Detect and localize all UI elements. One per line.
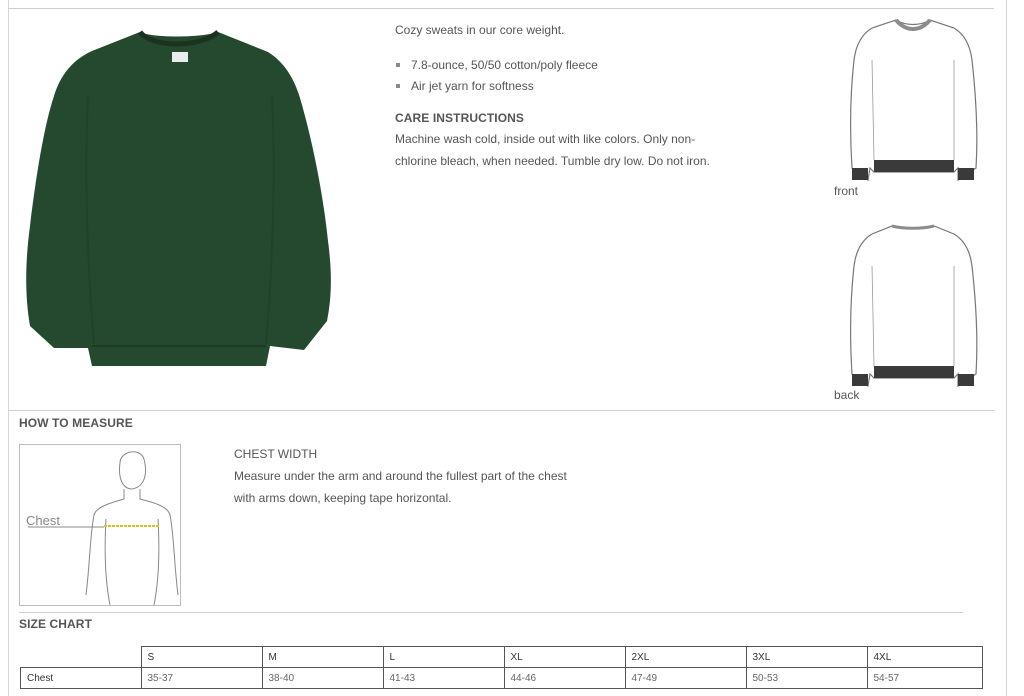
care-instructions bbox=[395, 128, 725, 172]
row-label: Chest bbox=[21, 668, 142, 689]
top-divider bbox=[8, 8, 994, 9]
chest-figure-label: Chest bbox=[26, 513, 60, 528]
size-value: 50-53 bbox=[746, 668, 867, 689]
front-caption: front bbox=[834, 184, 859, 198]
size-value: 35-37 bbox=[141, 668, 262, 689]
how-to-measure-heading: HOW TO MEASURE bbox=[19, 416, 133, 430]
size-column-header: S bbox=[141, 647, 262, 668]
feature-list bbox=[395, 55, 598, 97]
chest-width-instructions bbox=[234, 465, 594, 509]
size-column-header: 3XL bbox=[746, 647, 867, 668]
size-header-corner bbox=[21, 647, 142, 668]
size-column-header: M bbox=[262, 647, 383, 668]
feature-item: Air jet yarn for softness bbox=[395, 76, 598, 97]
size-value: 47-49 bbox=[625, 668, 746, 689]
size-header-row bbox=[21, 647, 983, 668]
size-value: 38-40 bbox=[262, 668, 383, 689]
size-column-header: 4XL bbox=[867, 647, 982, 668]
size-value: 54-57 bbox=[867, 668, 982, 689]
size-column-header: XL bbox=[504, 647, 625, 668]
table-row bbox=[21, 668, 983, 689]
care-line: chlorine bleach, when needed. Tumble dry low. Do not iron. bbox=[395, 154, 710, 168]
product-image bbox=[22, 26, 342, 372]
measure-line: Measure under the arm and around the fullest part of the chest bbox=[234, 469, 567, 483]
size-column-header: 2XL bbox=[625, 647, 746, 668]
frame-left-border bbox=[8, 0, 9, 696]
neck-label bbox=[172, 52, 188, 62]
chest-width-title: CHEST WIDTH bbox=[234, 447, 318, 461]
care-line: Machine wash cold, inside out with like colors. Only non- bbox=[395, 132, 696, 146]
front-view-drawing bbox=[846, 16, 980, 184]
sweatshirt-photo bbox=[26, 32, 331, 366]
measure-line: with arms down, keeping tape horizontal. bbox=[234, 491, 452, 505]
section-divider bbox=[8, 410, 994, 411]
size-chart-divider bbox=[19, 612, 963, 613]
size-value: 44-46 bbox=[504, 668, 625, 689]
size-chart-table bbox=[20, 646, 983, 689]
product-intro: Cozy sweats in our core weight. bbox=[395, 23, 565, 37]
frame-right-border bbox=[1006, 0, 1007, 696]
care-heading: CARE INSTRUCTIONS bbox=[395, 111, 525, 125]
back-caption: back bbox=[834, 388, 860, 402]
size-value: 41-43 bbox=[383, 668, 504, 689]
size-chart-heading: SIZE CHART bbox=[19, 617, 92, 631]
back-view-drawing bbox=[846, 220, 980, 388]
measure-diagram bbox=[19, 444, 181, 606]
size-column-header: L bbox=[383, 647, 504, 668]
feature-item: 7.8-ounce, 50/50 cotton/poly fleece bbox=[395, 55, 598, 76]
